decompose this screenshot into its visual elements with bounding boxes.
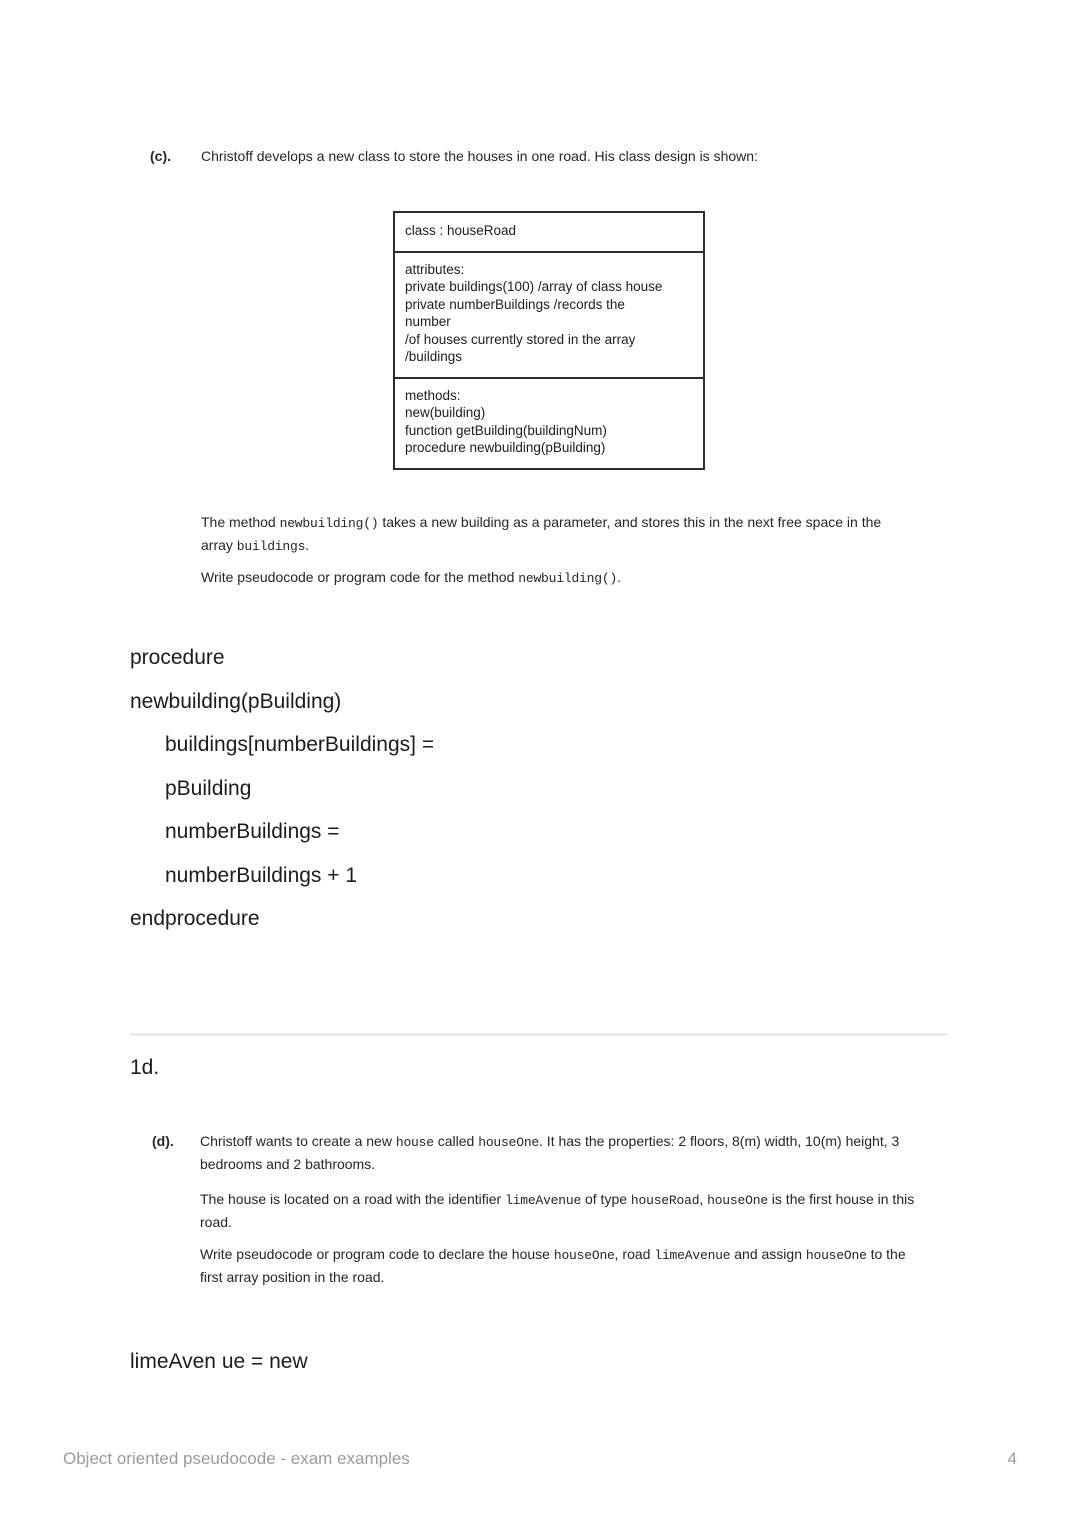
- code-segment: limeAvenue: [505, 1193, 582, 1208]
- pseudocode-line: numberBuildings =: [165, 820, 340, 843]
- text-segment: The house is located on a road with the identifier: [200, 1191, 506, 1207]
- section-heading-1d: 1d.: [130, 1056, 160, 1079]
- question-d-intro: [200, 1131, 920, 1174]
- line: new(building): [405, 405, 486, 420]
- text-segment: called: [433, 1133, 479, 1149]
- question-d-label: (d).: [152, 1133, 174, 1149]
- code-segment: buildings: [236, 538, 306, 554]
- text-segment: is the first house in this road.: [200, 1191, 915, 1230]
- pseudocode-line: procedure: [130, 646, 225, 669]
- question-c-row: [150, 146, 940, 167]
- question-c-label: (c).: [150, 148, 171, 164]
- footer-document-title: Object oriented pseudocode - exam examples: [63, 1449, 410, 1468]
- class-diagram-box: [393, 211, 705, 470]
- line: procedure newbuilding(pBuilding): [405, 440, 606, 455]
- text-segment: takes a new building as a parameter, and stores this in the next free space in the array: [201, 514, 882, 553]
- text-segment: , road: [614, 1246, 655, 1262]
- pseudocode-line: numberBuildings + 1: [165, 863, 358, 887]
- text-segment: The method: [201, 514, 280, 530]
- text-segment: .: [305, 536, 310, 553]
- code-segment: houseOne: [553, 1248, 615, 1263]
- text-segment: Write pseudocode or program code for the method: [201, 569, 519, 585]
- paragraph-method-description: [201, 512, 913, 557]
- text-segment: Christoff wants to create a new: [200, 1133, 396, 1149]
- text-segment: Write pseudocode or program code to declare the house: [200, 1246, 554, 1262]
- code-segment: newbuilding(): [279, 516, 379, 531]
- question-c-intro: Christoff develops a new class to store the houses in one road. His class design is shown:: [201, 148, 758, 164]
- class-box-attributes-section: [395, 251, 703, 377]
- section-divider: [130, 1033, 948, 1036]
- text-segment: of type: [581, 1191, 631, 1207]
- code-segment: limeAvenue: [654, 1248, 731, 1263]
- paragraph-location: [200, 1189, 918, 1232]
- class-box-title-section: [395, 213, 703, 251]
- pseudocode-line: newbuilding(pBuilding): [130, 689, 342, 713]
- pseudocode-line: buildings[numberBuildings] =: [165, 733, 435, 756]
- code-segment: houseRoad: [630, 1193, 700, 1208]
- text-segment: and assign: [730, 1246, 806, 1262]
- line: attributes:: [405, 261, 465, 277]
- text-segment: .: [617, 569, 621, 585]
- code-segment: houseOne: [805, 1248, 867, 1263]
- footer-page-number: 4: [1007, 1449, 1017, 1468]
- pseudocode-line: pBuilding: [165, 776, 252, 800]
- pseudocode-line: endprocedure: [130, 907, 260, 930]
- class-box-methods-section: [395, 377, 703, 468]
- code-segment: houseOne: [478, 1135, 540, 1150]
- paragraph-task-d: [200, 1244, 918, 1287]
- line: private buildings(100) /array of class house: [405, 279, 663, 294]
- answer-pseudocode-block: [130, 636, 434, 941]
- line: function getBuilding(buildingNum): [405, 422, 607, 438]
- code-segment: house: [395, 1135, 434, 1150]
- text-segment: to the first array position in the road.: [200, 1246, 906, 1285]
- code-segment: newbuilding(): [518, 571, 618, 586]
- line: /buildings: [405, 349, 463, 364]
- question-d-row: [152, 1131, 920, 1174]
- line: methods:: [405, 387, 461, 403]
- text-segment: ,: [699, 1191, 708, 1207]
- line: number: [405, 314, 451, 329]
- line: private numberBuildings /records the: [405, 296, 625, 312]
- answer-partial-line: limeAven ue = new: [130, 1350, 308, 1373]
- text-segment: . It has the properties: 2 floors, 8(m) width, 10(m) height, 3 bedrooms and 2 bathrooms.: [200, 1133, 900, 1172]
- class-box-title: class : houseRoad: [405, 223, 517, 238]
- line: /of houses currently stored in the array: [405, 331, 636, 347]
- code-segment: houseOne: [707, 1193, 768, 1208]
- paragraph-task-c: [201, 567, 913, 590]
